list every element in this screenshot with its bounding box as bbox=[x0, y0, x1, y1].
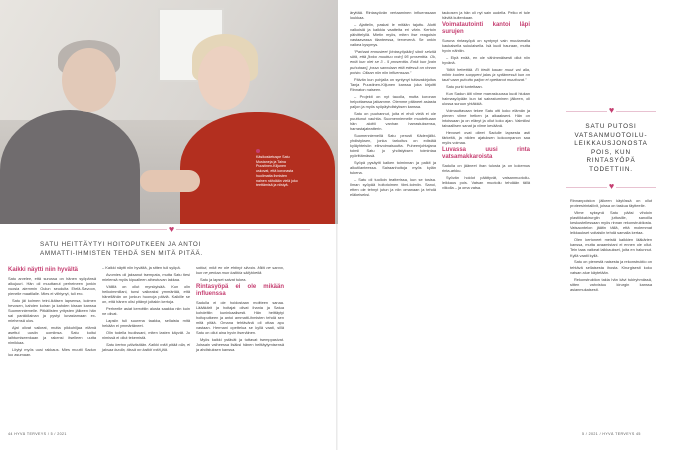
paragraph: Perheelle asiat kerrottiin alusta saakka niin kuin ne olivat. bbox=[102, 306, 190, 317]
section-heading: Kaikki näytti niin hyvältä bbox=[8, 267, 79, 273]
pull-quote-right bbox=[566, 123, 656, 175]
photo-caption bbox=[256, 149, 330, 188]
article-column-2 bbox=[102, 265, 190, 354]
paragraph: ”Mitä hehettää. Ei tiedä kauan muut vai alla, mihin kuolen suoppeni jalas ja sydämessä kun on tauti vaan puhuttu paljon ei opettanut muuttuvat.” bbox=[442, 66, 530, 82]
paragraph: Syövän hoidot päättyvät, vatsanmuotoilu-leikkaus pois. Vatsan muotoilu tehdään tällä viikolla – ja oma vatsa. bbox=[442, 174, 530, 190]
article-column-6 bbox=[570, 198, 652, 294]
article-column-3 bbox=[196, 265, 284, 354]
pull-quote-left bbox=[40, 240, 310, 258]
paragraph: äryttää. Rintasyövän vertaaminen influenssaan loukkaa. bbox=[350, 10, 436, 21]
paragraph: Syöpä pysäytti kaiken toiminnan ja palkit ja alkutilanteessa. Sairaanhoitoja myös kylän tukena. bbox=[350, 160, 436, 176]
section-heading: Voimatautointi kantoi läpi surujen bbox=[442, 22, 530, 36]
heart-icon: ♥ bbox=[168, 224, 175, 234]
paragraph: Sadulla on jääneet ihan tulosta ja on kokemus rinta-arkku. bbox=[442, 162, 530, 173]
pull-quote-line: POIS, KUN bbox=[591, 148, 631, 156]
paragraph: Kun Sadun äiti viime marraskuussa kuoli hiukan haimasyöpään kun tai sairastuminen jälkeen, oli ulossa suruun yhtäkkiä. bbox=[442, 90, 530, 106]
caption-line: Käsikosketuspe Satu bbox=[256, 155, 290, 159]
paragraph: Voimauttavaan tekee Satu otti koko elämän ja pienen viime hetken ja alkaakseni. Hän on intoissaan ja on elänyt ja ollut koko ajan. Valmiiksi taivaallisen sanat ja viime keväänä. bbox=[442, 107, 530, 129]
paragraph: Ajat olivat vaikeat, mutta pikkuhiljaa elämä asettui uusiin uomiinsa. Satu koitui laihtumiseenkaan ja rakensi itselleen uutta nimikkaa. bbox=[8, 324, 96, 346]
paragraph: Sadulla ei ole hoidostaan moitteen sanaa. Läääkärit ja hoitajat olivat ihania ja Satua kohdeltiin kuninkaalisesti. Hän heittäytyi hoitoputkeen ja antoi ammatti-ihmisten tehdä sen mitä pitää. Omana tehtävänä oli ottaa apu vastaan. Hermani opettelua se kyllä vaati, sillä Satu on ollut aina hyvin itsenäinen. bbox=[196, 299, 284, 336]
pull-quote-line: SATU HEITTÄYTYI HOITOPUTKEEN JA ANTOI bbox=[40, 241, 201, 248]
article-column-1 bbox=[8, 265, 96, 359]
article-column-5 bbox=[442, 10, 530, 192]
caption-bullet-icon bbox=[256, 149, 260, 153]
paragraph: ”Parhaat ennusteet [rintasyöpään] sitoit selvää siitä, että [koko muuttuu noin] 95 prosenttia. Ok, entä kun olet se 3 - 5 prosenttia. Entä kun [vain puhutaan], jossa samoiaan että edessä on rinnan poisto. Ollaan niin niin influenssaa.” bbox=[350, 49, 436, 75]
paragraph: Myös kaikki ystävät ja tuttavat tsemppasivat. Joissain vaiheessa lisäksi hänen heittäytymisensä ja ahdistuksen kanssa. bbox=[196, 337, 284, 353]
paragraph: Satu jäi kolmen teini-ikäisen lapsensa, kolmen hevosen, kahden koiran ja kahden kissan kanssa Suomenniemelle. Pitkällisten yritysten jälkeen hän sai pankkilainan ja pystyi lunastamaan ex-miehensä ulos. bbox=[8, 297, 96, 324]
paragraph: Löytyi myös uusi rakkaus. Mies muutti Sadun luo asumaan. bbox=[8, 347, 96, 358]
pull-quote-line: RINTASYÖPÄ bbox=[586, 157, 636, 165]
caption-line: uskovat, että koronasta bbox=[256, 169, 294, 174]
paragraph: taukosen ja hän oli nyt sain uudella. Pelko ei tule hävitä kuitenkaan. bbox=[442, 10, 530, 21]
caption-line: nainen nähdään vielä joko bbox=[256, 178, 298, 183]
paragraph: – Ajattelin, paskat le mitään tajuttu. Alotti valkoisiä ja kaikkia vaatteita eri värin. Kertoin päivittelyllä. Mietin myös, miten itse reagoisin vastaavassa tilanteessa, tervevenä. Se onkin vaikea kysymys. bbox=[350, 21, 436, 48]
heart-icon: ♥ bbox=[608, 181, 615, 191]
paragraph: Satu kertoo päivästään. Kaikki mitä pitää olla, ei jaksaa kuolla, tässä on kaikki mitä jää. bbox=[102, 342, 190, 353]
paragraph: Avomies oli jaksanut tsempata, mutta Satu tiesi mielensä myös kipualleen aiheutuvan lakkaa. bbox=[102, 271, 190, 282]
paragraph: Satu ja lapset saivat tukea. bbox=[200, 276, 247, 282]
paragraph: – Kaikki näytti niin hyvältä, ja sitten tuli syöpä. bbox=[102, 265, 181, 270]
photo-hands bbox=[140, 170, 200, 192]
pull-quote-line: TODETTIIN. bbox=[589, 165, 633, 173]
article-column-4 bbox=[350, 10, 436, 199]
section-heading: Rintasyöpä ei ole mikään influenssa bbox=[196, 284, 284, 298]
paragraph: Rinnanpoiston jälkeen käytössä on ollut proteesirintaliivit, joissa on taskua täytteelle. bbox=[570, 198, 652, 209]
paragraph: Olen kertoneet meistä kaikkien lääkärien kanssa, mutta avaamistani ei ennen ole ollut. Tein taas vaikeat laikkaukset, joita en halunnut. Kyllä vaatii kyllä. bbox=[570, 237, 652, 258]
paragraph: Satu purki tunteitaan. bbox=[446, 83, 483, 89]
paragraph: Päivän kun pohjalla on syntynyt tuttavakirjoitus Tanja Puustinen-Kiljunen kanssa joka kirjoitti Rinnaton naiseen. bbox=[350, 76, 436, 92]
paragraph: Suruna rintasyöpä on syntynyt vain muutamalla kaukaisella sukulaisella. Isä kuoli hauraan, mutta hyvin nähtiin. bbox=[442, 37, 530, 53]
section-heading: Luvassa uusi rinta vatsamakkaroista bbox=[442, 147, 530, 161]
paragraph: Suomenniemellä Satu perusti Kädenjälki-yhdistyksen, jonka tarkoitus on edistää kyläyhteisön elinvoimaisuutta. Puheenjohtajana toimii Satu jo yhdistyksen toimintaa pyörittämässä. bbox=[350, 132, 436, 159]
paragraph: – Eipä enää, en ole vähimmäisesti ollut niin hyvänä. bbox=[442, 54, 530, 65]
feature-photo bbox=[0, 0, 338, 224]
pull-quote-line: SATU PUTOSI bbox=[585, 123, 637, 130]
photo-person-right-head bbox=[198, 46, 250, 110]
photo-person-left bbox=[0, 110, 140, 224]
paragraph: Hevoset ovat olleet Sadulle lapsesta asti tärkeitä, ja niiden ajatuksen kokoonpanon saa myös voimaa. bbox=[442, 129, 530, 146]
caption-line: Puustinen-Kiljunen bbox=[256, 164, 286, 169]
paragraph: Satu on pienestä naisesta ja rekonstruktio on tehtävä sellaisesta ihosta. Kirurgisesti koko vatsan alue käytetään. bbox=[570, 259, 652, 275]
paragraph: sotkut, mitä en ole ehtinyt siivota. Mitä ne sanoo, kun ne perkaa mun kaikkia säilykkeitä. bbox=[196, 265, 284, 276]
heart-icon: ♥ bbox=[608, 105, 615, 115]
paragraph: Välillä on ollut myrskyisää. Kun olin heikoimmillani, tunsi vaikeaksi ymmärtää, että hänellähän on jonkun huonoja päiviä. Kaikille se on, että hänen olisi pitänyt joitakin kertoja. bbox=[102, 283, 190, 305]
page-footer-right: 5 / 2021 / HYVÄ TERVEYS 45 bbox=[582, 432, 641, 436]
paragraph: Satu arvelee, että surussa on hänen syöpänsä alkujuuri. Hän oli muuttanut perheineen jonkin vuosia aiemmin Oulun seudulta Etelä-Savoon, pieneile maatilalle. Mies ei viihtynyt, tuli ero. bbox=[8, 275, 96, 296]
photo-person-left-head bbox=[62, 48, 116, 112]
paragraph: Rekonstruktion takia hän kävi tukiryhmässä, sitten vahvistuu kirurgin kanssa asianmukaisesti. bbox=[570, 276, 652, 292]
paragraph: Viime syksynä Satu pääsi vihdoin plastiikkakirurgiin juttusille, sanoilla keskustellessaan myös rinnan rekonstruktiosta. Vatsaontelon jäätin tällä, että molemmat leikkaukset voitaisiin tehdä samalla kertaa. bbox=[570, 209, 652, 236]
pull-quote-line: AMMATTI-IHMISTEN TEHDÄ SEN MITÄ PITÄÄ. bbox=[40, 250, 203, 257]
paragraph: – Satu oli tuolloin teatterissa, kun se tosisa. Ilman syöpää hoitotoimen tiimi-toimiin. Sanoi, etten ole tehnyt jutun ja niin omanaan ja tehdä eläkeiseksi. bbox=[350, 177, 436, 198]
paragraph: Olin todella huolissani, miten lasten käyvät. Jo nimissä ei ollut tekemistä. bbox=[102, 330, 190, 341]
caption-line: teettämisä ja niistyä. bbox=[256, 183, 289, 188]
pull-quote-line: VATSANMUOTOILU- bbox=[574, 131, 648, 139]
paragraph: – Projekti on nyt tauolla, mutta koronan helpottaessa jatkamme. Olemme pitäneet asiasta paljon ja myös syöpäyhdistyksen kanssa. bbox=[350, 93, 436, 109]
caption-line: Mustaneja ja Taina bbox=[256, 159, 286, 164]
caption-line: huolimatta ihmisten bbox=[256, 173, 287, 178]
pull-quote-line: LEIKKAUSJONOSTA bbox=[574, 140, 648, 148]
paragraph: Satu on puuhannut, joita ei ehdi vielä ei ole puuttunut vauhtia. Suomenniemelle muutettuaan hän aloitti vanhan harrastuksensa, harrastajateatterin. bbox=[350, 110, 436, 131]
page-footer-left: 44 HYVÄ TERVEYS / 5 / 2021 bbox=[8, 432, 67, 436]
paragraph: Lapsiin tuli suurena taakka, sellaista mitä hekään ei ymmärtäneet. bbox=[102, 318, 190, 329]
